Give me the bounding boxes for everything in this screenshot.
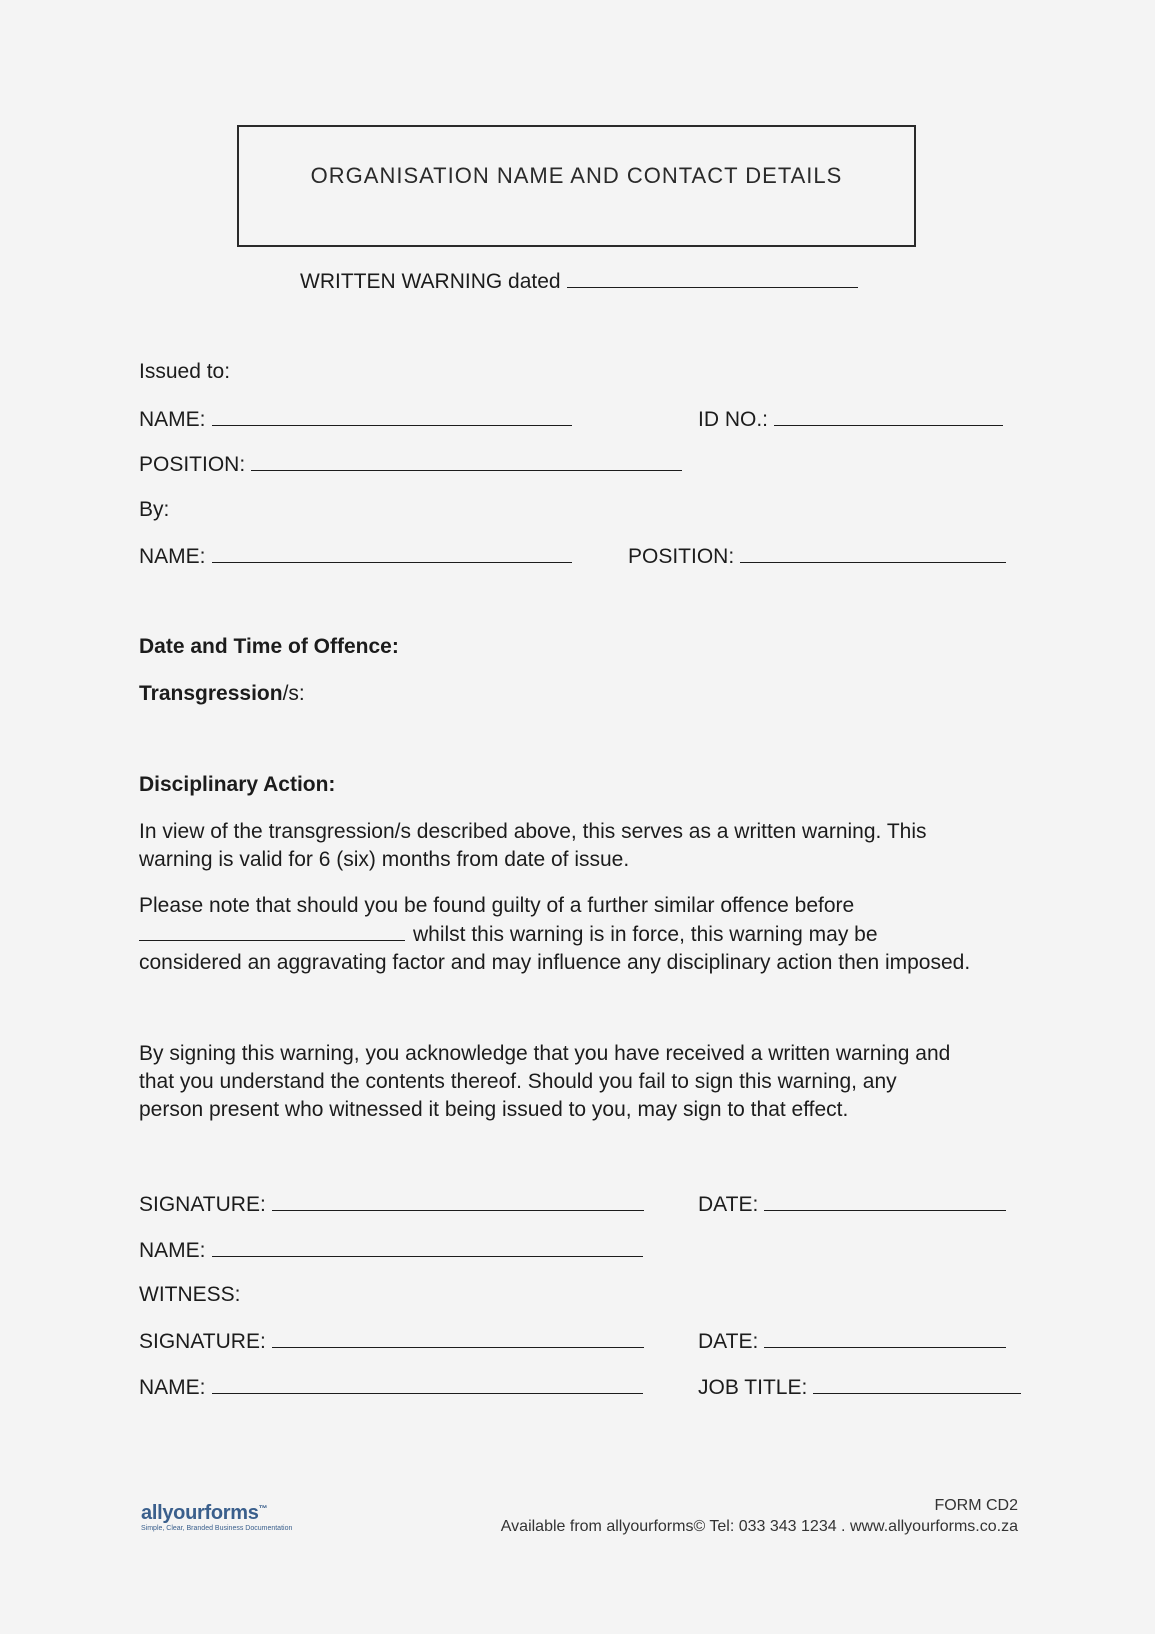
acknowledgement-line-1: By signing this warning, you acknowledge that you have received a written warning and [139,1042,951,1065]
employee-date-field[interactable] [764,1190,1006,1211]
by-name-field[interactable] [212,542,572,563]
acknowledgement-paragraph [139,1040,1019,1124]
job-title-field[interactable] [813,1373,1021,1394]
employee-signature-field[interactable] [272,1190,644,1211]
further-offence-date-field[interactable] [139,920,405,941]
by-name-label: NAME: [139,545,206,568]
issued-to-heading: Issued to: [139,360,231,383]
issued-to-id-line [698,405,1003,433]
organisation-title: ORGANISATION NAME AND CONTACT DETAILS [310,163,843,188]
employee-name-line [139,1236,643,1264]
employee-date-line [698,1190,1006,1218]
availability-text: Available from allyourforms© Tel: 033 343 1234 . www.allyourforms.co.za [500,1518,1018,1535]
witness-name-line [139,1373,643,1401]
paragraph-2-line-2-text: whilst this warning is in force, this warning may be [413,923,878,946]
employee-name-label: NAME: [139,1239,206,1262]
form-code: FORM CD2 [934,1497,1018,1514]
logo-text: allyourforms [141,1502,259,1524]
by-name-line [139,542,572,570]
witness-date-field[interactable] [764,1327,1006,1348]
logo-wordmark: allyourforms™ [141,1502,268,1524]
job-title-label: JOB TITLE: [698,1376,808,1399]
paragraph-2-line-2 [139,920,1019,949]
employee-signature-line [139,1190,644,1218]
disciplinary-paragraph-2 [139,892,1019,977]
employee-name-field[interactable] [212,1236,643,1257]
disciplinary-paragraph-1 [139,818,1019,874]
allyourforms-logo [141,1502,292,1532]
issued-to-position-field[interactable] [251,450,682,471]
witness-date-label: DATE: [698,1330,759,1353]
warning-date-label: WRITTEN WARNING dated [300,270,561,293]
organisation-details-box [237,125,916,247]
warning-date-line [300,267,858,295]
by-heading: By: [139,498,170,521]
employee-date-label: DATE: [698,1193,759,1216]
witness-heading: WITNESS: [139,1283,241,1306]
paragraph-2-line-3: considered an aggravating factor and may influence any disciplinary action then imposed. [139,951,971,974]
witness-name-label: NAME: [139,1376,206,1399]
issued-to-position-label: POSITION: [139,453,246,476]
witness-name-field[interactable] [212,1373,643,1394]
paragraph-1-line-1: In view of the transgression/s described above, this serves as a written warning. This [139,820,927,843]
transgression-line [139,681,305,707]
witness-date-line [698,1327,1006,1355]
issued-to-position-line [139,450,682,478]
by-position-label: POSITION: [628,545,735,568]
witness-signature-label: SIGNATURE: [139,1330,266,1353]
employee-signature-label: SIGNATURE: [139,1193,266,1216]
by-position-field[interactable] [740,542,1006,563]
acknowledgement-line-2: that you understand the contents thereof. Should you fail to sign this warning, any [139,1070,897,1093]
by-position-line [628,542,1006,570]
paragraph-2-line-1: Please note that should you be found guilty of a further similar offence before [139,894,855,917]
issued-to-name-line [139,405,572,433]
logo-tagline: Simple, Clear, Branded Business Documentation [141,1525,293,1532]
acknowledgement-line-3: person present who witnessed it being issued to you, may sign to that effect. [139,1098,849,1121]
warning-date-field[interactable] [567,267,858,288]
issued-to-name-field[interactable] [212,405,572,426]
date-time-offence-label: Date and Time of Offence: [139,635,399,658]
issued-to-id-field[interactable] [774,405,1003,426]
paragraph-1-line-2: warning is valid for 6 (six) months from date of issue. [139,848,630,871]
witness-signature-field[interactable] [272,1327,644,1348]
witness-signature-line [139,1327,644,1355]
transgression-label: Transgression [139,682,283,705]
witness-job-title-line [698,1373,1021,1401]
issued-to-id-label: ID NO.: [698,408,769,431]
transgression-suffix: /s: [282,682,305,705]
disciplinary-action-heading: Disciplinary Action: [139,773,336,796]
issued-to-name-label: NAME: [139,408,206,431]
